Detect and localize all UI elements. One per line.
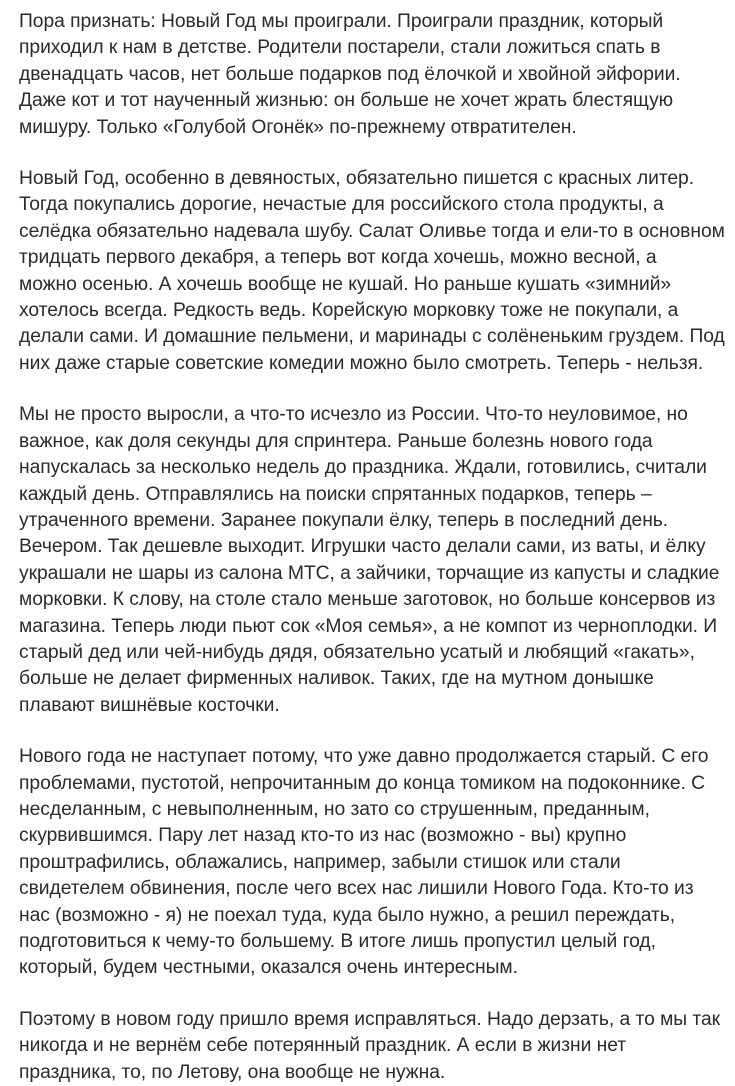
text-line: магазина. Теперь люди пьют сок «Моя семья», а не компот из черноплодки. И (19, 615, 718, 637)
text-line: важное, как доля секунды для спринтера. Раньше болезнь нового года (19, 430, 653, 452)
text-line: скурвившимся. Пару лет назад кто-то из нас (возможно - вы) крупно (19, 825, 627, 847)
text-line: Мы не просто выросли, а что-то исчезло из России. Что-то неуловимое, но (19, 404, 688, 426)
text-line: Даже кот и тот наученный жизнью: он больше не хочет жрать блестящую (19, 90, 674, 112)
text-line: делали сами. И домашние пельмени, и маринады с солёненьким груздем. Под (19, 326, 725, 348)
text-line: проштрафились, облажались, например, забыли стишок или стали (19, 851, 621, 873)
text-line: тридцать первого декабря, а теперь вот когда хочешь, можно весной, а (19, 247, 657, 269)
text-line: приходил к нам в детстве. Родители постарели, стали ложиться спать в (19, 37, 661, 59)
text-line: украшали не шары из салона МТС, а зайчики, торчащие из капусты и сладкие (19, 562, 720, 584)
text-line: старый дед или чей-нибудь дядя, обязательно усатый и любящий «гакать», (19, 641, 695, 663)
text-line: Поэтому в новом году пришло время исправляться. Надо дерзать, а то мы так (19, 1008, 721, 1030)
text-line: каждый день. Отправлялись на поиски спрятанных подарков, теперь – (19, 483, 652, 505)
text-line: праздника, то, по Летову, она вообще не нужна. (19, 1061, 446, 1083)
text-line: подготовиться к чему-то большему. В итоге лишь пропустил целый год, (19, 931, 656, 952)
paragraph-4 (19, 744, 719, 982)
text-line: несделанным, с невыполненным, но зато со струшенным, преданным, (19, 798, 650, 820)
text-line: Пора признать: Новый Год мы проиграли. Проиграли праздник, который (19, 11, 664, 32)
text-line: напускалась за несколько недель до праздника. Ждали, готовились, считали (19, 457, 707, 479)
text-line: Нового года не наступает потому, что уже давно продолжается старый. С его (19, 746, 709, 768)
text-line: свидетелем обвинения, после чего всех нас лишили Нового Года. Кто-то из (19, 878, 694, 900)
paragraph-1 (19, 9, 719, 141)
text-line: проблемами, пустотой, непрочитанным до конца томиком на подоконнике. С (19, 772, 705, 794)
paragraph-5 (19, 1007, 719, 1086)
text-line: двенадцать часов, нет больше подарков под ёлочкой и хвойной эйфории. (19, 63, 681, 85)
text-line: который, будем честными, оказался очень интересным. (19, 957, 518, 979)
text-line: морковки. К слову, на столе стало меньше заготовок, но больше консервов из (19, 589, 716, 611)
paragraph-2 (19, 166, 725, 377)
text-line: селёдка обязательно надевала шубу. Салат Оливье тогда и ели-то в основном (19, 220, 725, 242)
text-line: никогда и не вернём себе потерянный праздник. А если в жизни нет (19, 1035, 627, 1057)
text-line: них даже старые советские комедии можно было смотреть. Теперь - нельзя. (19, 352, 704, 374)
text-line: нас (возможно - я) не поехал туда, куда было нужно, а решил переждать, (19, 904, 676, 926)
paragraph-3 (19, 402, 719, 719)
text-line: Вечером. Так дешевле выходит. Игрушки часто делали сами, из ваты, и ёлку (19, 536, 706, 558)
text-line: утраченного времени. Заранее покупали ёлку, теперь в последний день. (19, 509, 669, 531)
text-line: Тогда покупались дорогие, нечастые для российского стола продукты, а (19, 194, 664, 216)
text-line: Новый Год, особенно в девяностых, обязательно пишется с красных литер. (19, 168, 695, 190)
text-line: мишуру. Только «Голубой Огонёк» по-прежнему отвратителен. (19, 116, 577, 138)
text-line: можно осенью. А хочешь вообще не кушай. Но раньше кушать «зимний» (19, 273, 672, 295)
text-line: хотелось всегда. Редкость ведь. Корейскую морковку тоже не покупали, а (19, 300, 679, 322)
text-line: больше не делает фирменных наливок. Таких, где на мутном донышке (19, 668, 654, 690)
text-line: плавают вишнёвые косточки. (19, 694, 280, 716)
